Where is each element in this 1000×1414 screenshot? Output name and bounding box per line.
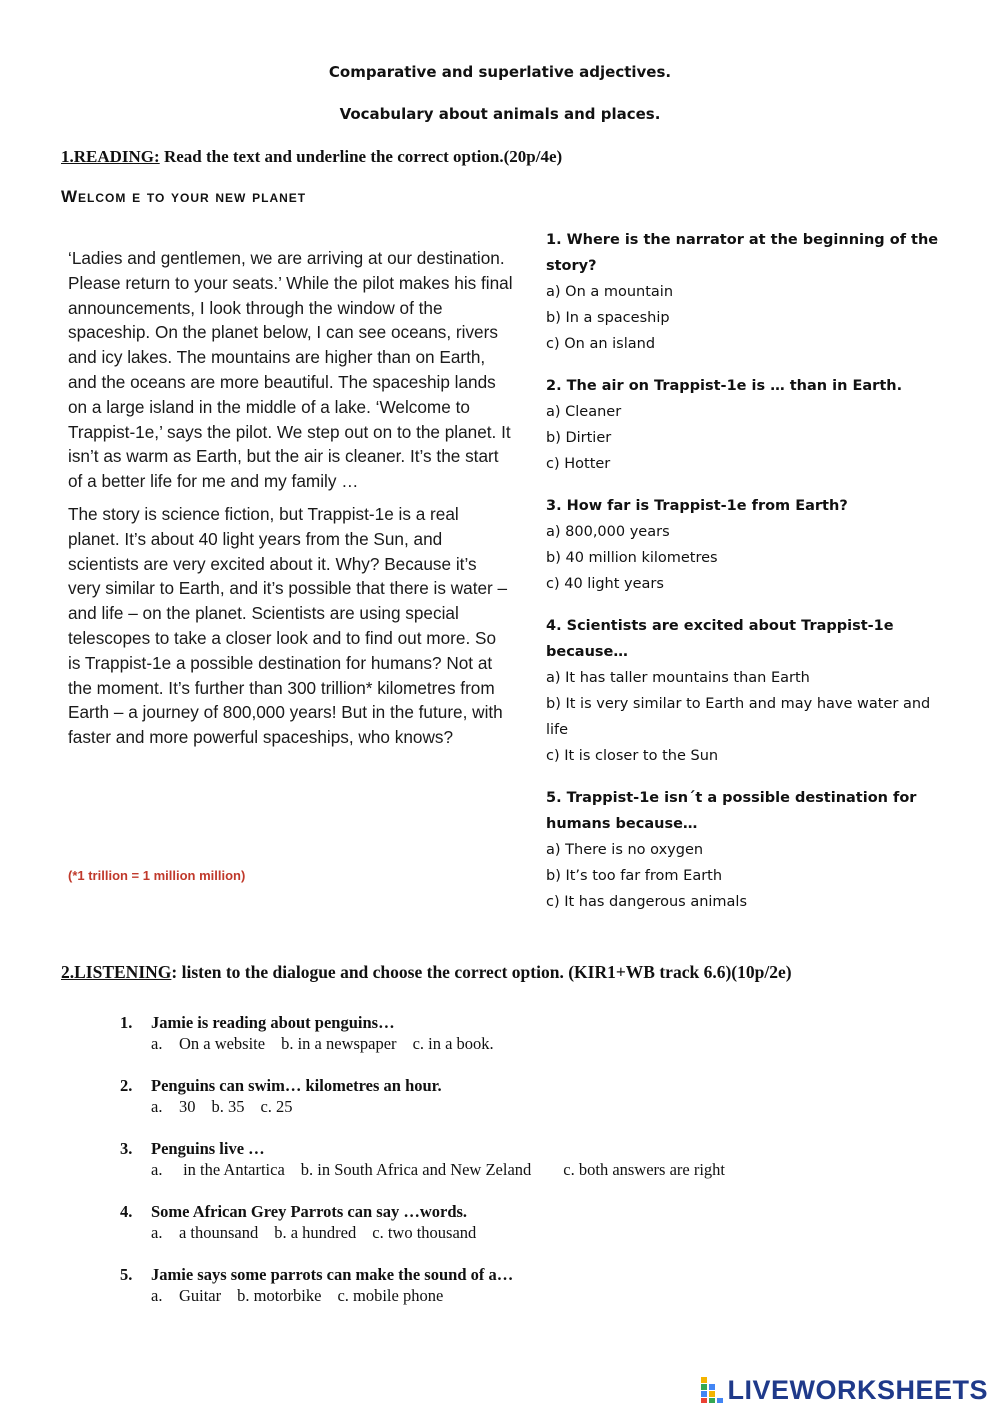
reading-instruction: Read the text and underline the correct option.(20p/4e) bbox=[159, 147, 563, 166]
reading-question-2 bbox=[546, 373, 946, 477]
answer-option[interactable]: b) It’s too far from Earth bbox=[546, 868, 723, 884]
answer-option[interactable]: c. both answers are right bbox=[563, 1160, 726, 1179]
answer-option[interactable]: a) On a mountain bbox=[546, 284, 674, 300]
reading-passage bbox=[68, 246, 513, 758]
answer-option[interactable]: a. 30 bbox=[151, 1097, 196, 1116]
listening-heading bbox=[61, 962, 792, 983]
answer-option[interactable]: b) In a spaceship bbox=[546, 310, 670, 326]
listening-question-2 bbox=[120, 1075, 940, 1117]
listening-question-1 bbox=[120, 1012, 940, 1054]
answer-option[interactable]: b) It is very similar to Earth and may have water and life bbox=[546, 696, 931, 738]
answer-option[interactable]: a) There is no oxygen bbox=[546, 842, 704, 858]
answer-option[interactable]: c) It is closer to the Sun bbox=[546, 748, 719, 764]
listening-question-4 bbox=[120, 1201, 940, 1243]
reading-label: 1.READING: bbox=[61, 147, 160, 166]
answer-option[interactable]: b. in South Africa and New Zeland bbox=[300, 1160, 532, 1179]
answer-option[interactable]: c) Hotter bbox=[546, 456, 611, 472]
answer-option[interactable]: c) It has dangerous animals bbox=[546, 894, 748, 910]
question-text: 5. Trappist-1e isn´t a possible destination for humans because… bbox=[546, 790, 917, 832]
answer-option[interactable]: c) 40 light years bbox=[546, 576, 664, 592]
answer-option[interactable]: b. motorbike bbox=[237, 1286, 322, 1305]
question-number: 3. bbox=[120, 1139, 133, 1158]
answer-option[interactable]: a. On a website bbox=[151, 1034, 266, 1053]
answer-option[interactable]: b. 35 bbox=[211, 1097, 245, 1116]
reading-heading bbox=[61, 147, 562, 167]
liveworksheets-logo bbox=[701, 1374, 988, 1406]
question-number: 1. bbox=[120, 1013, 133, 1032]
answer-option[interactable]: a) It has taller mountains than Earth bbox=[546, 670, 810, 686]
answer-option[interactable]: c. two thousand bbox=[372, 1223, 477, 1242]
listening-instruction: : listen to the dialogue and choose the correct option. (KIR1+WB track 6.6)(10p/2e) bbox=[171, 962, 792, 982]
listening-question-3 bbox=[120, 1138, 940, 1180]
answer-option[interactable]: a. a thounsand bbox=[151, 1223, 259, 1242]
story-title: Welcom e to your new planet bbox=[61, 187, 307, 206]
answer-option[interactable]: c. mobile phone bbox=[337, 1286, 444, 1305]
answer-option[interactable]: a. in the Antartica bbox=[151, 1160, 285, 1179]
question-number: 5. bbox=[120, 1265, 133, 1284]
reading-question-4 bbox=[546, 613, 946, 769]
reading-question-3 bbox=[546, 493, 946, 597]
question-text: 2. The air on Trappist-1e is … than in Earth. bbox=[546, 378, 903, 394]
question-text: 1. Where is the narrator at the beginning of the story? bbox=[546, 232, 939, 274]
answer-option[interactable]: b. in a newspaper bbox=[281, 1034, 397, 1053]
reading-questions bbox=[546, 227, 946, 931]
reading-question-1 bbox=[546, 227, 946, 357]
listening-label: 2.LISTENING bbox=[61, 962, 172, 982]
answer-option[interactable]: b. a hundred bbox=[274, 1223, 357, 1242]
listening-questions bbox=[120, 1012, 940, 1327]
answer-option[interactable]: c) On an island bbox=[546, 336, 656, 352]
liveworksheets-logo-icon bbox=[701, 1377, 723, 1403]
worksheet-title: Comparative and superlative adjectives. bbox=[328, 63, 672, 81]
question-number: 4. bbox=[120, 1202, 133, 1221]
liveworksheets-logo-text: LIVEWORKSHEETS bbox=[727, 1374, 988, 1405]
answer-option[interactable]: a. Guitar bbox=[151, 1286, 222, 1305]
question-text: Jamie says some parrots can make the sound of a… bbox=[151, 1265, 514, 1284]
question-number: 2. bbox=[120, 1076, 133, 1095]
question-text: Penguins live … bbox=[151, 1139, 265, 1158]
question-text: Some African Grey Parrots can say …words. bbox=[151, 1202, 468, 1221]
answer-option[interactable]: b) Dirtier bbox=[546, 430, 612, 446]
answer-option[interactable]: c. in a book. bbox=[412, 1034, 494, 1053]
answer-option[interactable]: a) 800,000 years bbox=[546, 524, 670, 540]
answer-option[interactable]: c. 25 bbox=[260, 1097, 293, 1116]
question-text: 3. How far is Trappist-1e from Earth? bbox=[546, 498, 848, 514]
question-text: Jamie is reading about penguins… bbox=[151, 1013, 395, 1032]
passage-paragraph-2: The story is science fiction, but Trappist-1e is a real planet. It’s about 40 light years from the Sun, and scientists are very excited about it. Why? Because it’s very similar to Earth, and it’s possible that there is water – and life – on the planet. Scientists are using special telescopes to take a closer look and to find out more. So is Trappist-1e a possible destination for humans? Not at the moment. It’s further than 300 trillion* kilometres from Earth – a journey of 800,000 years! But in the future, with faster and more powerful spaceships, who knows? bbox=[68, 503, 508, 748]
question-text: Penguins can swim… kilometres an hour. bbox=[151, 1076, 442, 1095]
listening-question-5 bbox=[120, 1264, 940, 1306]
passage-footnote: (*1 trillion = 1 million million) bbox=[68, 868, 246, 883]
question-text: 4. Scientists are excited about Trappist-1e because… bbox=[546, 618, 894, 660]
passage-paragraph-1: ‘Ladies and gentlemen, we are arriving at our destination. Please return to your seats.’ While the pilot makes his final announcements, I look through the window of the spaceship. On the planet below, I can see oceans, rivers and icy lakes. The mountains are higher than on Earth, and the oceans are more beautiful. The spaceship lands on a large island in the middle of a lake. ‘Welcome to Trappist-1e,’ says the pilot. We step out on to the planet. It isn’t as warm as Earth, but the air is cleaner. It’s the start of a better life for me and my family … bbox=[68, 248, 513, 492]
answer-option[interactable]: b) 40 million kilometres bbox=[546, 550, 718, 566]
reading-question-5 bbox=[546, 785, 946, 915]
answer-option[interactable]: a) Cleaner bbox=[546, 404, 622, 420]
worksheet-subtitle: Vocabulary about animals and places. bbox=[339, 105, 661, 123]
